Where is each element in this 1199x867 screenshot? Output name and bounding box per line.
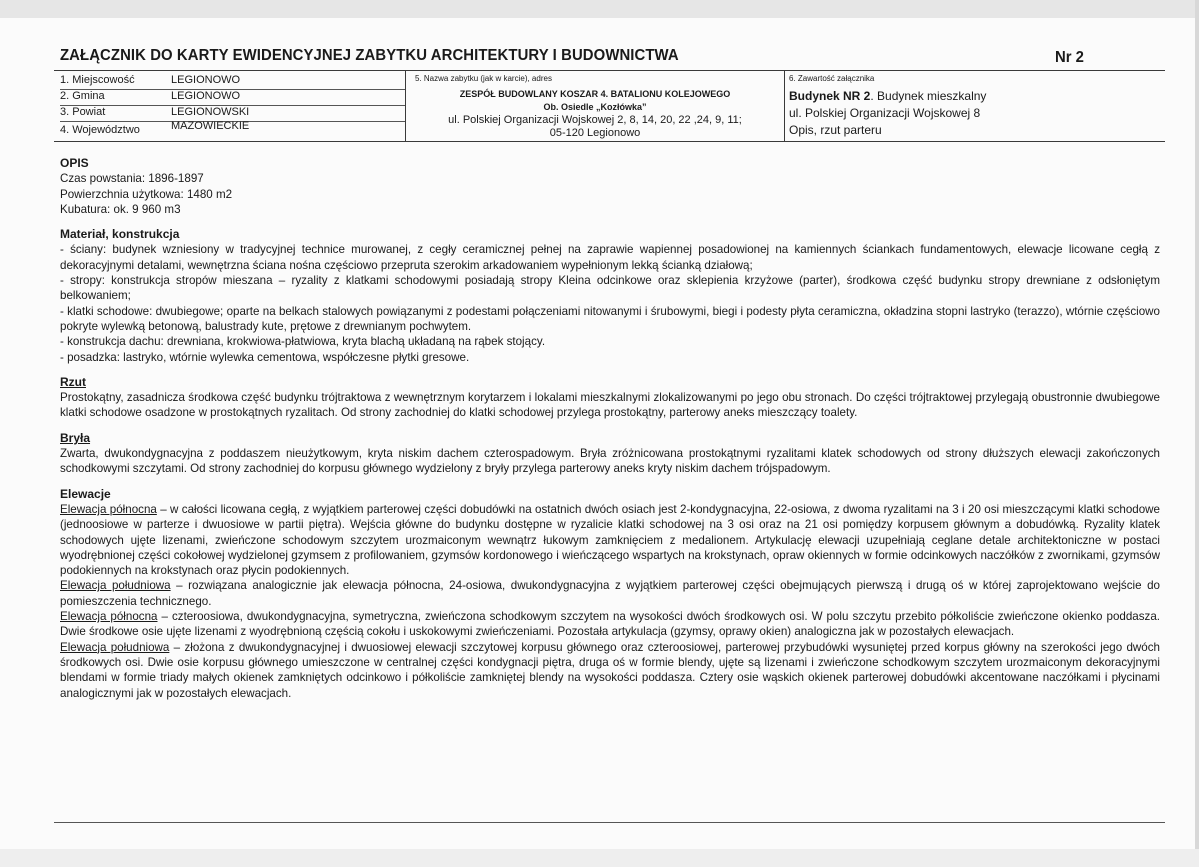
monument-name: ZESPÓŁ BUDOWLANY KOSZAR 4. BATALIONU KOLEJOWEGO bbox=[459, 89, 731, 99]
elewacja-text: – w całości licowana cegłą, z wyjątkiem parterowej części dobudówki na ostatnich dwóch osiach jest 2-kondygnacyjna, 22-osiowa, z dwoma ryzalitami na 3 i 20 osi mieszczącymi klatki schodowe (jednoosiowe w parterze i dwuosiowe w partii piętra). Wejścia główne do budynku dostępne w ryzalicie klatki schodowej na 3 osi oraz na 21 osi pomiędzy korpusem głównym a dobudówką. Ryzality klatek schodowych ujęte lizenami, zwieńczone schodowym szczytem urozmaiconym wewnątrz łukowym zamknięciem z medalionem. Artykulację elewacji uzupełniają ceglane detale architektoniczne w postaci wyodrębnionej części cokołowej wydzielonej gzymsem z profilowaniem, gzymsów kordonowego i wieńczącego wspartych na krokstynach, opraw okiennych w formie odcinkowych naczółków z zwornikami, gzymsów podokiennych na krokstynach oraz płycin podokiennych. bbox=[60, 502, 1160, 578]
document-title: ZAŁĄCZNIK DO KARTY EWIDENCYJNEJ ZABYTKU ARCHITEKTURY I BUDOWNICTWA bbox=[60, 47, 679, 64]
material-paragraph: - ściany: budynek wzniesiony w tradycyjnej technice murowanej, z cegły ceramicznej pełnej na zaprawie wapiennej posadowionej na kamiennych ściankach fundamentowych, elewacje licowane cegłą z dekoracyjnymi detalami, wewnętrzna ściana nośna częściowo przepruta szerokim arkadowaniem wypełnionym lekką ścianką działową; bbox=[60, 243, 1160, 272]
scan-edge-top bbox=[0, 0, 1199, 18]
location-row-gmina bbox=[60, 90, 405, 104]
elewacja-text: – czteroosiowa, dwukondygnacyjna, symetryczna, zwieńczona schodkowym szczytem na wysokości dwóch środkowych osi. W polu szczytu przebito półkoliście zwieńczone okienko poddasza. Dwie środkowe osie ujęte lizenami z wyodrębnioną częścią cokołu i uskokowymi zwieńczeniami. Pozostała artykulacja (gzymsy, oprawy okien) analogiczna jak w pozostałych elewacjach. bbox=[60, 610, 1160, 639]
building-number: Budynek NR 2 bbox=[789, 89, 871, 103]
material-paragraph: - konstrukcja dachu: drewniana, krokwiowa-płatwiowa, kryta blachą układaną na rąbek stojący. bbox=[60, 335, 546, 349]
location-row-powiat bbox=[60, 106, 405, 120]
location-label: 2. Gmina bbox=[60, 90, 105, 102]
location-label: 1. Miejscowość bbox=[60, 74, 135, 86]
elewacja-text: – rozwiązana analogicznie jak elewacja północna, 24-osiowa, dwukondygnacyjna z wyjątkiem parterowej części obejmujących pierwszą i drugą oś w której zaprojektowano wejście do pomieszczenia technicznego. bbox=[60, 579, 1160, 608]
footer-rule bbox=[54, 822, 1165, 823]
scan-edge-right bbox=[1195, 0, 1199, 867]
monument-heading: 5. Nazwa zabytku (jak w karcie), adres bbox=[415, 74, 552, 83]
elewacja-paragraph bbox=[60, 578, 1160, 609]
elewacja-text: – złożona z dwukondygnacyjnej i dwuosiowej elewacji szczytowej korpusu głównego oraz czteroosiowej, parterowej przybudówki wysuniętej przed korpus główny na szerokości jego dwóch środkowych osi. Dwie osie korpusu głównego umieszczone w centralnej części kondygnacji piętra, druga oś w formie blendy, ujęte są lizenami i zwieńczone schodkowym szczytem urozmaiconym dekoracyjnymi blendami w formie triady małych okienek zamkniętych odcinkowo i półkoliście zamkniętej blendy na wysokości poddasza. Cztery osie wąskich okienek parterowej dobudówki akcentowane naczółkami i płycinami analogicznymi jak w pozostałych elewacjach. bbox=[60, 640, 1160, 700]
location-value: LEGIONOWO bbox=[171, 90, 241, 102]
spacer bbox=[60, 217, 1160, 227]
contents-scope: Opis, rzut parteru bbox=[789, 123, 882, 137]
location-label: 3. Powiat bbox=[60, 106, 106, 118]
location-row-miejscowosc bbox=[60, 74, 405, 88]
building-type: . Budynek mieszkalny bbox=[870, 89, 987, 103]
material-paragraph: - stropy: konstrukcja stropów mieszana – ryzality z klatkami schodowymi posiadają stropy Kleina odcinkowe oraz sklepienia krzyżowe (parter), środkowa część budynku stropy drewniane z odsłoniętym belkowaniem; bbox=[60, 274, 1160, 303]
material-heading: Materiał, konstrukcja bbox=[60, 227, 180, 242]
header-bottom-rule bbox=[54, 141, 1165, 142]
elewacja-name: Elewacja południowa bbox=[60, 640, 170, 654]
document-number: Nr 2 bbox=[1055, 49, 1084, 66]
location-row-wojewodztwo bbox=[60, 122, 405, 136]
material-paragraph: - klatki schodowe: dwubiegowe; oparte na belkach stalowych powiązanymi z podestami połączeniami nitowanymi i śrubowymi, biegi i podesty płyta ceramiczna, okładzina stopni lastryko (terazzo), wtórnie częściowo pokryte wylewką betonową, balustrady kute, prętowe z drewnianym pochwytem. bbox=[60, 304, 1160, 333]
rzut-text: Prostokątny, zasadnicza środkowa część budynku trójtraktowa z wewnętrznym korytarzem i lokalami mieszkalnymi zlokalizowanymi po jego obu stronach. Do części trójtraktowej przylegają obustronnie dwubiegowe klatki schodowe osadzone w prostokątnych ryzalitach. Od strony zachodniej do klatki schodowej przylega prostokątny, parterowy aneks mieszczący toalety. bbox=[60, 391, 1160, 420]
description-body bbox=[60, 156, 1160, 701]
opis-heading: OPIS bbox=[60, 156, 89, 170]
bryla-heading: Bryła bbox=[60, 430, 91, 445]
spacer bbox=[60, 421, 1160, 431]
elewacja-name: Elewacja południowa bbox=[60, 579, 171, 593]
monument-subname: Ob. Osiedle „Kozłówka” bbox=[543, 102, 647, 112]
elewacja-paragraph bbox=[60, 640, 1160, 701]
monument-address: ul. Polskiej Organizacji Wojskowej 2, 8, 14, 20, 22 ,24, 9, 11; bbox=[448, 114, 742, 126]
elewacja-paragraph bbox=[60, 502, 1160, 578]
location-value: LEGIONOWO bbox=[171, 74, 241, 86]
opis-line: Powierzchnia użytkowa: 1480 m2 bbox=[60, 187, 233, 201]
opis-line: Czas powstania: 1896-1897 bbox=[60, 172, 204, 186]
elewacja-name: Elewacja północna bbox=[60, 502, 157, 516]
bryla-text: Zwarta, dwukondygnacyjna z poddaszem nieużytkowym, kryta niskim dachem czterospadowym. Bryła zróżnicowana prostokątnymi ryzalitami klatek schodowych od strony dłuższych elewacji zakończonych schodkowymi szczytami. Od strony zachodniej do korpusu głównego wydzielony z bryły przylega parterowy aneks kryty niskim dachem trójspadowym. bbox=[60, 447, 1160, 476]
header-top-rule bbox=[54, 70, 1165, 71]
spacer bbox=[60, 365, 1160, 375]
scan-edge-bottom bbox=[0, 849, 1199, 867]
location-label: 4. Województwo bbox=[60, 124, 140, 136]
contents-heading: 6. Zawartość załącznika bbox=[789, 74, 875, 83]
elewacja-paragraph bbox=[60, 609, 1160, 640]
contents-address: ul. Polskiej Organizacji Wojskowej 8 bbox=[789, 106, 981, 120]
contents-building bbox=[789, 89, 986, 103]
material-paragraph: - posadzka: lastryko, wtórnie wylewka cementowa, współczesne płytki gresowe. bbox=[60, 350, 470, 364]
elewacja-name: Elewacja północna bbox=[60, 610, 158, 624]
monument-postcode: 05-120 Legionowo bbox=[549, 127, 641, 139]
location-value: MAZOWIECKIE bbox=[171, 120, 250, 132]
rzut-heading: Rzut bbox=[60, 374, 86, 389]
opis-line: Kubatura: ok. 9 960 m3 bbox=[60, 202, 181, 216]
elewacje-heading: Elewacje bbox=[60, 486, 111, 501]
location-value: LEGIONOWSKI bbox=[171, 106, 250, 118]
spacer bbox=[60, 477, 1160, 487]
